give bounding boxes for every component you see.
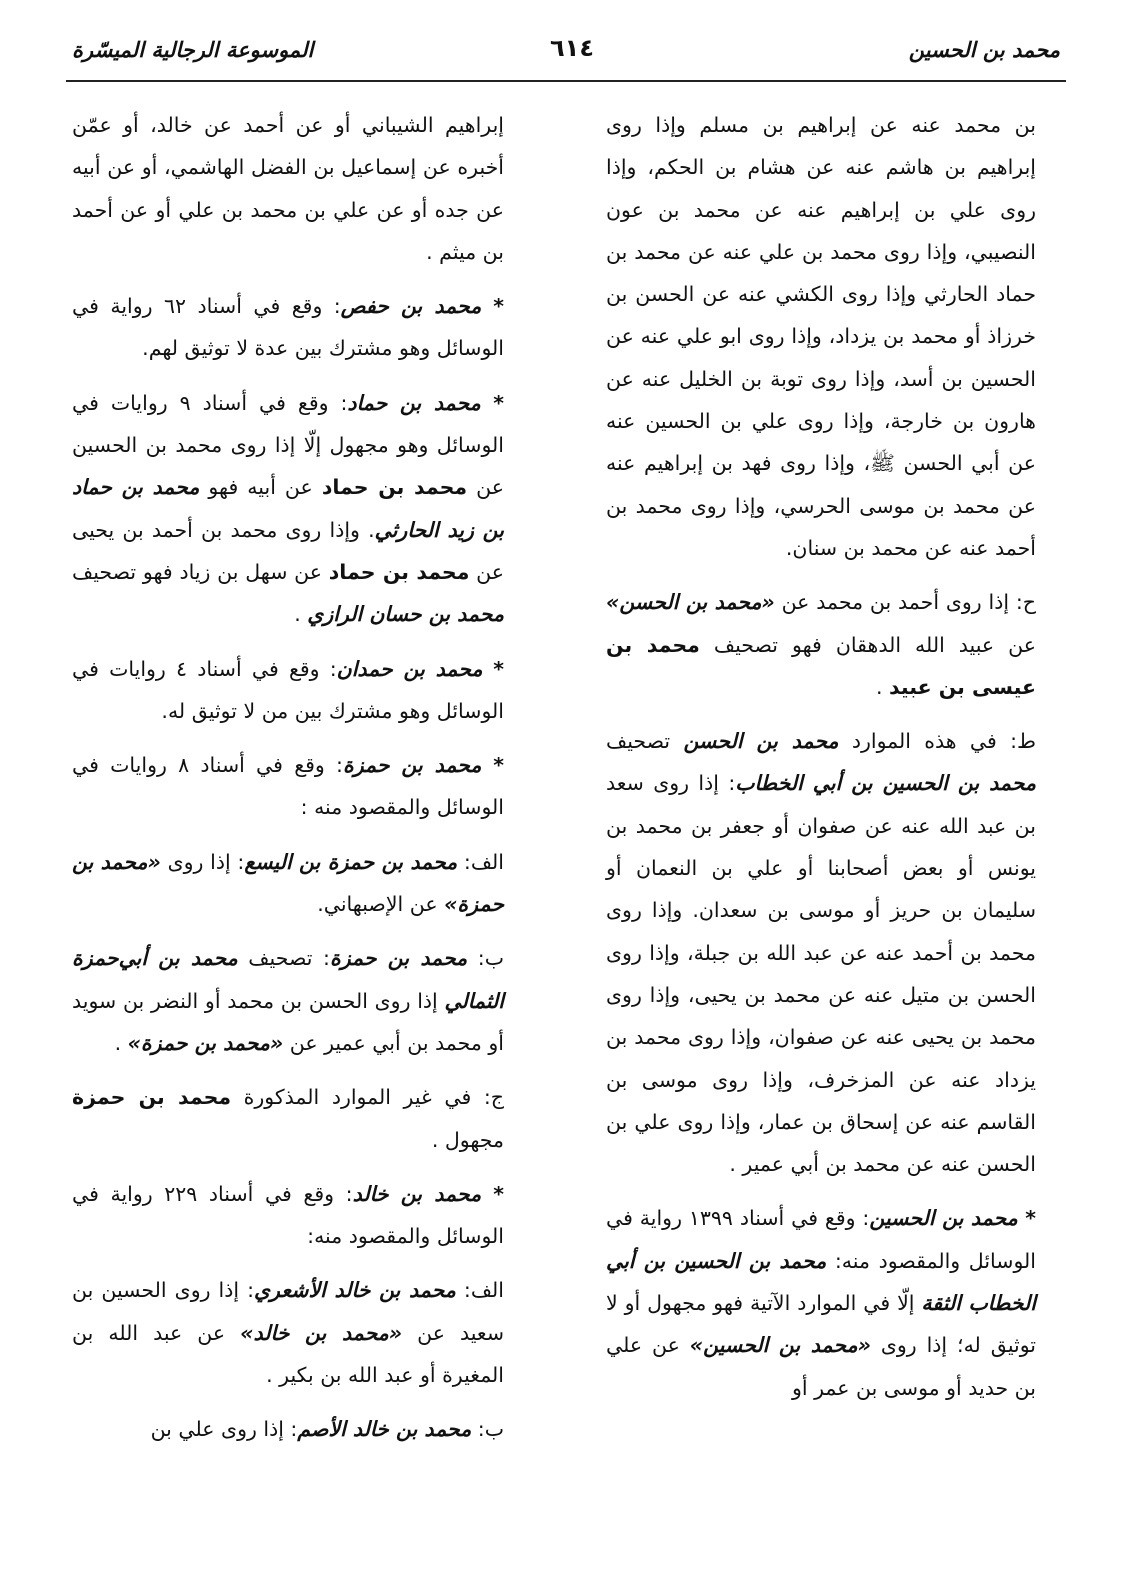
entry-paragraph: * محمد بن حماد: وقع في أسناد ٩ روايات في الوسائل وهو مجهول إلّا إذا روى محمد بن الحسين عن محمد بن حماد عن أبيه فهو محمد بن حماد بن زيد الحارثي. وإذا روى محمد بن أحمد بن يحيى عن محمد بن حماد عن سهل بن زياد فهو تصحيف محمد بن حسان الرازي . bbox=[72, 390, 505, 627]
paragraph: ب: محمد بن حمزة: تصحيف محمد بن أبي‌حمزة الثمالي إذا روى الحسن بن محمد أو النضر بن سويد أو محمد بن أبي عمير عن «محمد بن حمزة» . bbox=[72, 946, 504, 1055]
paragraph: ج: في غير الموارد المذكورة محمد بن حمزة مجهول . bbox=[72, 1085, 505, 1152]
paragraph: الف: محمد بن حمزة بن اليسع: إذا روى «محمد بن حمزة» عن الإصبهاني. bbox=[72, 849, 504, 917]
paragraph: إبراهيم الشيباني أو عن أحمد عن خالد، أو عمّن أخبره عن إسماعيل بن الفضل الهاشمي، أو عن أبيه عن جده أو عن علي بن محمد بن علي أو عن أحمد بن ميثم . bbox=[72, 113, 504, 264]
page-number: ٦١٤ bbox=[550, 34, 594, 62]
running-header-book: الموسوعة الرجالية الميسّرة bbox=[72, 38, 314, 62]
right-column bbox=[606, 104, 1036, 1421]
entry-paragraph: * محمد بن حمدان: وقع في أسناد ٤ روايات في الوسائل وهو مشترك بين من لا توثيق له. bbox=[72, 656, 505, 723]
entry-paragraph: * محمد بن حفص: وقع في أسناد ٦٢ رواية في الوسائل وهو مشترك بين عدة لا توثيق لهم. bbox=[72, 294, 504, 361]
paragraph: ط: في هذه الموارد محمد بن الحسن تصحيف محمد بن الحسين بن أبي الخطاب: إذا روى سعد بن عبد الله عنه عن صفوان أو جعفر بن محمد بن يونس أو بعض أصحابنا أو علي بن النعمان أو سليمان بن حريز أو موسى بن سعدان. وإذا روى محمد بن أحمد عنه عن عبد الله بن جبلة، وإذا روى الحسن بن متيل عنه عن محمد بن يحيى، وإذا روى محمد بن يحيى عنه عن صفوان، وإذا روى محمد بن يزداد عنه عن المزخرف، وإذا روى موسى بن القاسم عنه عن إسحاق بن عمار، وإذا روى علي بن الحسن عنه عن محمد بن أبي عمير . bbox=[606, 729, 1036, 1177]
left-column bbox=[72, 104, 504, 1463]
entry-paragraph: * محمد بن حمزة: وقع في أسناد ٨ روايات في الوسائل والمقصود منه : bbox=[72, 753, 504, 820]
entry-paragraph: * محمد بن خالد: وقع في أسناد ٢٢٩ رواية في الوسائل والمقصود منه: bbox=[72, 1181, 504, 1249]
running-header-title: محمد بن الحسين bbox=[908, 38, 1060, 62]
paragraph: الف: محمد بن خالد الأشعري: إذا روى الحسين بن سعيد عن «محمد بن خالد» عن عبد الله بن المغيرة أو عبد الله بن بكير . bbox=[72, 1278, 504, 1388]
paragraph: ب: محمد بن خالد الأصم: إذا روى علي بن bbox=[150, 1417, 504, 1442]
header-rule bbox=[66, 80, 1066, 82]
entry-paragraph: * محمد بن الحسين: وقع في أسناد ١٣٩٩ رواية في الوسائل والمقصود منه: محمد بن الحسين بن أبي الخطاب الثقة إلّا في الموارد الآتية فهو مجهول أو لا توثيق له؛ إذا روى «محمد بن الحسين» عن علي بن حديد أو موسى بن عمر أو bbox=[606, 1206, 1037, 1400]
paragraph: بن محمد عنه عن إبراهيم بن مسلم وإذا روى إبراهيم بن هاشم عنه عن هشام بن الحكم، وإذا روى علي بن إبراهيم عنه عن محمد بن عون النصيبي، وإذا روى محمد بن علي عنه عن محمد بن حماد الحارثي وإذا روى الكشي عنه عن الحسن بن خرزاذ أو محمد بن يزداد، وإذا روى ابو علي عنه عن الحسين بن أسد، وإذا روى توبة بن الخليل عنه عن هارون بن خارجة، وإذا روى علي بن الحسين عنه عن أبي الحسن ﷺ، وإذا روى فهد بن إبراهيم عنه عن محمد بن موسى الحرسي، وإذا روى محمد بن أحمد عنه عن محمد بن سنان. bbox=[606, 113, 1036, 560]
paragraph: ح: إذا روى أحمد بن محمد عن «محمد بن الحسن» عن عبيد الله الدهقان فهو تصحيف محمد بن عيسى بن عبيد . bbox=[606, 590, 1036, 699]
